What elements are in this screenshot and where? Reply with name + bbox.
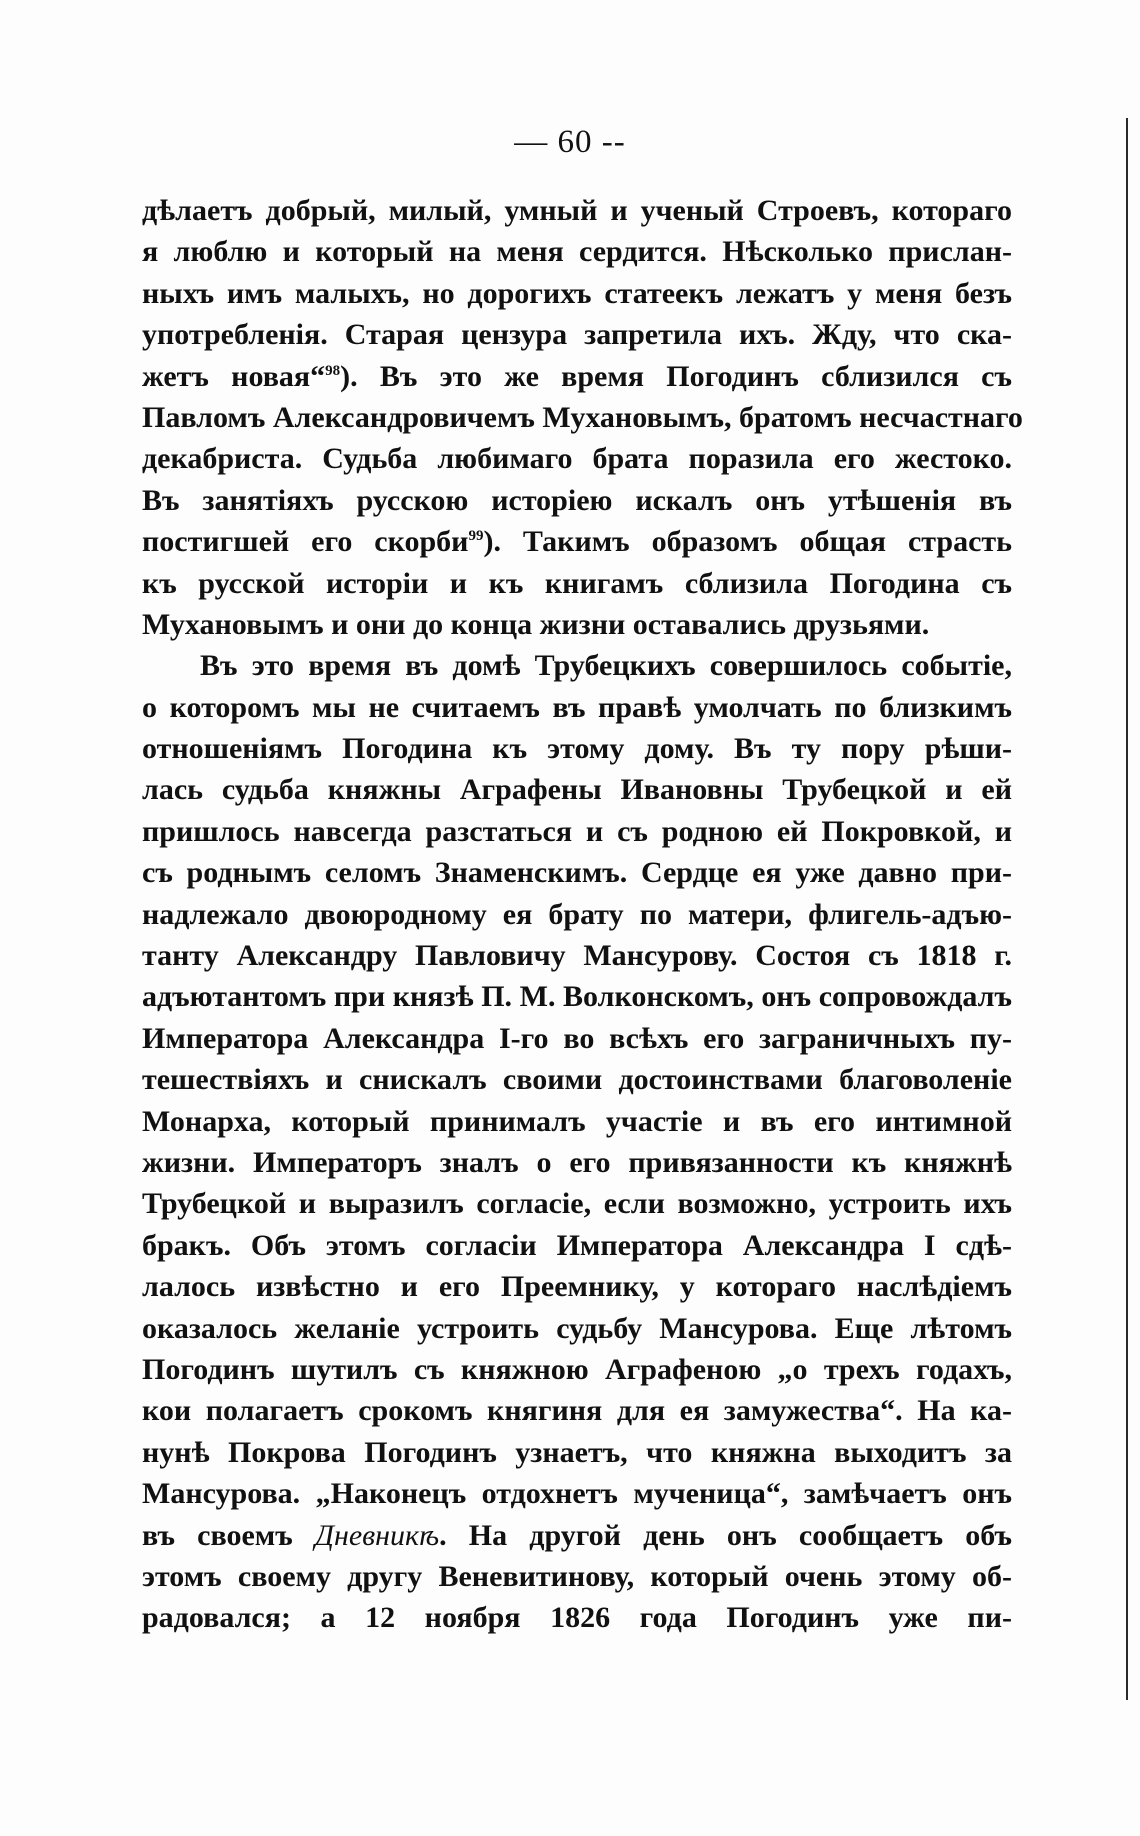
text-line: Трубецкой и выразилъ согласіе, если возможно, устроить ихъ	[142, 1187, 1012, 1221]
text-segment: постигшей его скорби	[142, 525, 469, 559]
footnote-marker: 98	[325, 362, 341, 379]
text-line: лалось извѣстно и его Преемнику, у котораго наслѣдіемъ	[142, 1270, 1012, 1304]
text-line-with-italic	[142, 1515, 1012, 1556]
text-line: декабриста. Судьба любимаго брата поразила его жестоко.	[142, 442, 1012, 476]
text-line: надлежало двоюродному ея брату по матери, флигель-адъю-	[142, 897, 1012, 931]
text-segment: ). Въ это же время Погодинъ сблизился съ	[340, 359, 1012, 393]
text-line: съ роднымъ селомъ Знаменскимъ. Сердце ея уже давно при-	[142, 856, 1012, 890]
text-line: Мансурова. „Наконецъ отдохнетъ мученица“, замѣчаетъ онъ	[142, 1477, 1012, 1511]
text-line: Павломъ Александровичемъ Мухановымъ, братомъ несчастнаго	[142, 400, 1023, 434]
text-segment: въ своемъ	[142, 1518, 315, 1552]
text-line: адъютантомъ при князѣ П. М. Волконскомъ, онъ сопровождалъ	[142, 980, 1012, 1014]
text-line: дѣлаетъ добрый, милый, умный и ученый Строевъ, котораго	[142, 194, 1012, 227]
footnote-marker: 99	[468, 528, 484, 545]
paragraph-end-line: Мухановымъ и они до конца жизни оставались друзьями.	[142, 607, 930, 641]
text-line: танту Александру Павловичу Мансурову. Состоя съ 1818 г.	[142, 939, 1012, 973]
text-line: жизни. Императоръ зналъ о его привязанности къ княжнѣ	[142, 1145, 1012, 1179]
text-line: этомъ своему другу Веневитинову, который очень этому об-	[142, 1559, 1012, 1593]
page-edge-rule	[1126, 118, 1128, 1700]
text-line: тешествіяхъ и снискалъ своими достоинствами благоволеніе	[142, 1063, 1012, 1097]
text-line: оказалось желаніе устроить судьбу Мансурова. Еще лѣтомъ	[142, 1311, 1012, 1345]
text-line: Въ занятіяхъ русскою исторіею искалъ онъ утѣшенія въ	[142, 483, 1012, 517]
text-line: о которомъ мы не считаемъ въ правѣ умолчать по близкимъ	[142, 690, 1012, 724]
text-line: къ русской исторіи и къ книгамъ сблизила Погодина съ	[142, 566, 1012, 600]
text-line: Императора Александра I-го во всѣхъ его заграничныхъ пу-	[142, 1021, 1012, 1055]
text-segment: ). Такимъ образомъ общая страсть	[483, 525, 1012, 559]
text-line: кои полагаетъ срокомъ княгиня для ея замужества“. На ка-	[142, 1394, 1012, 1428]
text-line: употребленія. Старая цензура запретила ихъ. Жду, что ска-	[142, 318, 1012, 352]
text-segment: . На другой день онъ сообщаетъ объ	[439, 1518, 1012, 1552]
text-line-with-footnote	[142, 521, 1012, 562]
text-line: радовался; а 12 ноября 1826 года Погодинъ уже пи-	[142, 1601, 1012, 1635]
text-segment: жетъ новая“	[142, 359, 326, 393]
text-line: ныхъ имъ малыхъ, но дорогихъ статеекъ лежатъ у меня безъ	[142, 276, 1012, 310]
text-line: я люблю и который на меня сердится. Нѣсколько прислан-	[142, 235, 1012, 269]
text-line: бракъ. Объ этомъ согласіи Императора Александра I сдѣ-	[142, 1228, 1012, 1262]
text-line: лась судьба княжны Аграфены Ивановны Трубецкой и ей	[142, 773, 1012, 807]
text-line: пришлось навсегда разстаться и съ родною ей Покровкой, и	[142, 814, 1012, 848]
text-line: Погодинъ шутилъ съ княжною Аграфеною „о трехъ годахъ,	[142, 1352, 1012, 1386]
diary-title: Дневникѣ	[314, 1518, 440, 1552]
text-line: нунѣ Покрова Погодинъ узнаетъ, что княжна выходитъ за	[142, 1435, 1012, 1469]
text-line: отношеніямъ Погодина къ этому дому. Въ ту пору рѣши-	[142, 732, 1012, 766]
page-number: — 60 --	[514, 124, 626, 160]
text-line: Монарха, который принималъ участіе и въ его интимной	[142, 1104, 1012, 1138]
text-line-with-footnote	[142, 356, 1012, 397]
body-text	[142, 190, 1023, 1639]
paragraph-start-line: Въ это время въ домѣ Трубецкихъ совершилось событіе,	[200, 649, 1012, 683]
